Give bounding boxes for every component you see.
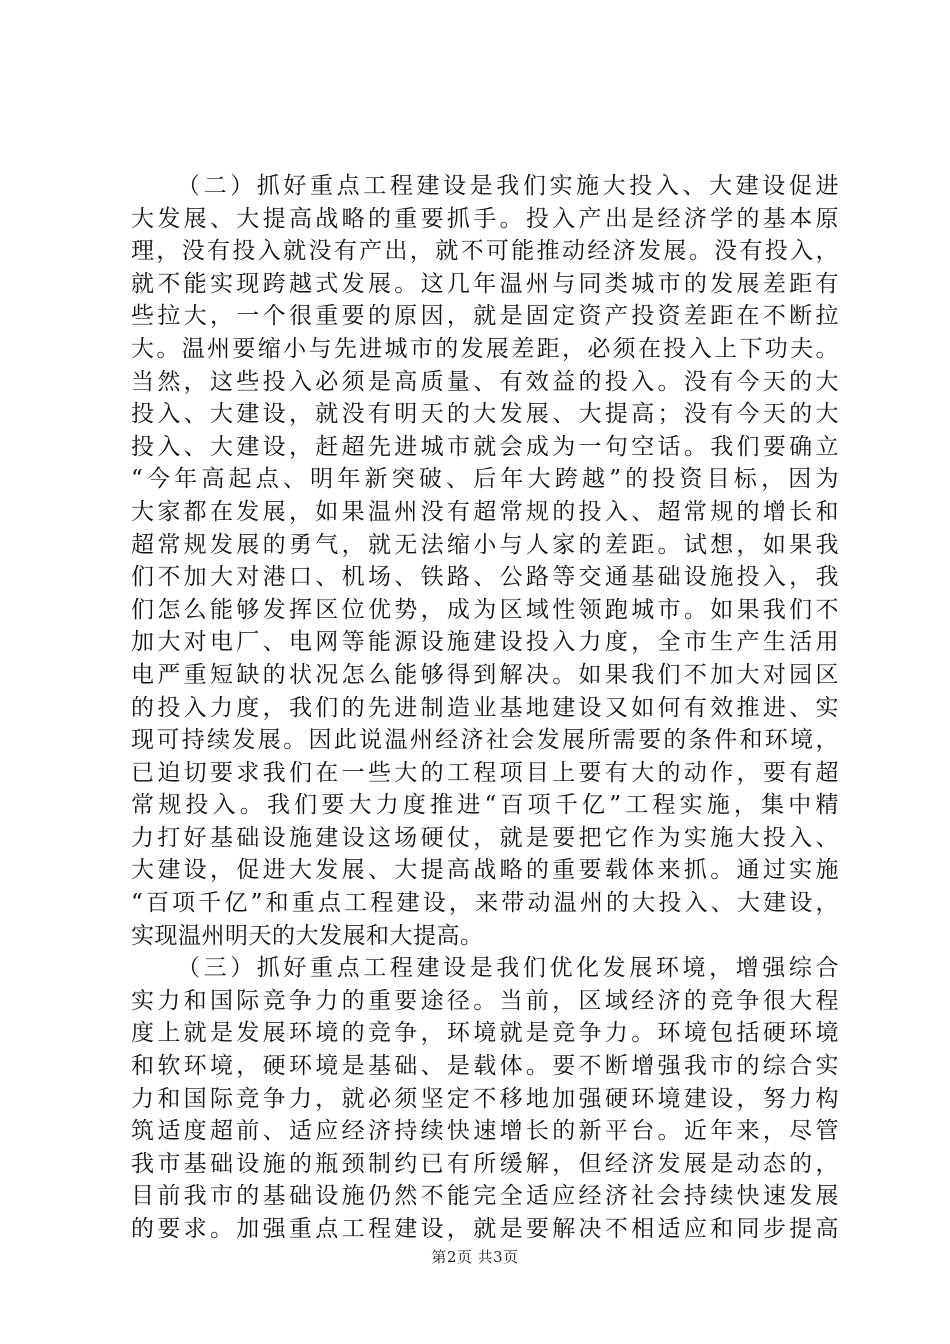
text-line-1: （二）抓好重点工程建设是我们实施大投入、大建设促进	[177, 173, 839, 199]
text-line-20: 常规投入。我们要大力度推进“百项千亿”工程实施，集中精	[131, 792, 839, 819]
text-line-5: 些拉大，一个很重要的原因，就是固定资产投资差距在不断拉	[131, 303, 839, 330]
text-line-17: 的投入力度，我们的先进制造业基地建设又如何有效推进、实	[131, 694, 839, 721]
text-line-30: 筑适度超前、适应经济持续快速增长的新平台。近年来，尽管	[131, 1118, 839, 1145]
text-line-10: “今年高起点、明年新突破、后年大跨越”的投资目标，因为	[131, 466, 839, 493]
text-line-14: 们怎么能够发挥区位优势，成为区域性领跑城市。如果我们不	[131, 596, 839, 623]
text-line-4: 就不能实现跨越式发展。这几年温州与同类城市的发展差距有	[131, 270, 839, 297]
text-line-18: 现可持续发展。因此说温州经济社会发展所需要的条件和环境，	[131, 727, 839, 754]
text-line-9: 投入、大建设，赶超先进城市就会成为一句空话。我们要确立	[131, 433, 839, 460]
text-line-11: 大家都在发展，如果温州没有超常规的投入、超常规的增长和	[131, 498, 839, 525]
text-line-25: （三）抓好重点工程建设是我们优化发展环境，增强综合	[177, 955, 839, 982]
text-line-8: 投入、大建设，就没有明天的大发展、大提高；没有今天的大	[131, 401, 839, 428]
text-line-32: 目前我市的基础设施仍然不能完全适应经济社会持续快速发展	[131, 1183, 839, 1210]
text-line-2: 大发展、大提高战略的重要抓手。投入产出是经济学的基本原	[131, 205, 839, 232]
text-line-13: 们不加大对港口、机场、铁路、公路等交通基础设施投入，我	[131, 564, 839, 591]
text-line-21: 力打好基础设施建设这场硬仗，就是要把它作为实施大投入、	[131, 824, 839, 851]
text-line-24: 实现温州明天的大发展和大提高。	[131, 922, 484, 949]
text-line-28: 和软环境，硬环境是基础、是载体。要不断增强我市的综合实	[131, 1053, 839, 1080]
text-line-22: 大建设，促进大发展、大提高战略的重要载体来抓。通过实施	[131, 857, 839, 884]
text-line-16: 电严重短缺的状况怎么能够得到解决。如果我们不加大对园区	[131, 661, 839, 688]
text-line-26: 实力和国际竞争力的重要途径。当前，区域经济的竞争很大程	[131, 987, 839, 1014]
text-line-6: 大。温州要缩小与先进城市的发展差距，必须在投入上下功夫。	[131, 335, 839, 362]
document-body	[131, 170, 839, 1246]
text-line-27: 度上就是发展环境的竞争，环境就是竞争力。环境包括硬环境	[131, 1020, 839, 1047]
text-line-7: 当然，这些投入必须是高质量、有效益的投入。没有今天的大	[131, 368, 839, 395]
text-line-12: 超常规发展的勇气，就无法缩小与人家的差距。试想，如果我	[131, 531, 839, 558]
text-line-31: 我市基础设施的瓶颈制约已有所缓解，但经济发展是动态的，	[131, 1150, 839, 1177]
text-line-15: 加大对电厂、电网等能源设施建设投入力度，全市生产生活用	[131, 629, 839, 656]
text-line-23: “百项千亿”和重点工程建设，来带动温州的大投入、大建设，	[131, 890, 839, 917]
page-footer: 第2页 共3页	[431, 1248, 519, 1266]
text-line-3: 理，没有投入就没有产出，就不可能推动经济发展。没有投入，	[131, 238, 839, 265]
text-line-33: 的要求。加强重点工程建设，就是要解决不相适应和同步提高	[131, 1216, 839, 1242]
text-line-29: 力和国际竞争力，就必须坚定不移地加强硬环境建设，努力构	[131, 1085, 839, 1112]
text-line-19: 已迫切要求我们在一些大的工程项目上要有大的动作，要有超	[131, 759, 839, 786]
